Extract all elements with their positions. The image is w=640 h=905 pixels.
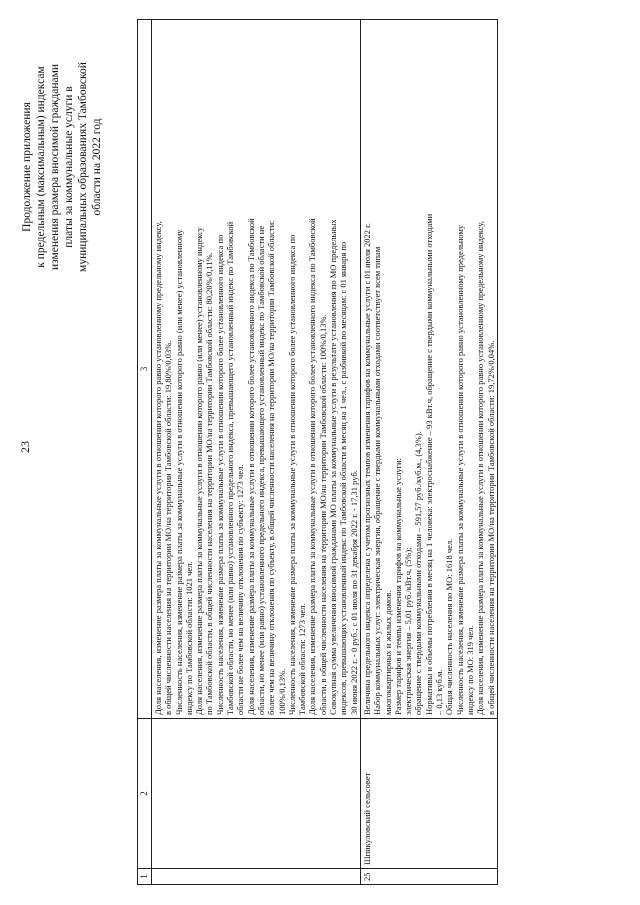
description-line: индексу по МО: 319 чел. xyxy=(464,625,475,715)
row-number-cell: 25 xyxy=(360,869,497,885)
header-cell-3: 3 xyxy=(138,20,152,719)
description-line: Доля населения, изменение размера платы за коммунальные услуги в отношении которого равно установленному предельному индексу, xyxy=(153,221,163,715)
description-line: области, но менее (или равно) установленного предельного индекса, превышающего установленный индекс по Тамбовской области не xyxy=(255,225,266,715)
municipality-cell xyxy=(152,719,361,869)
description-line: Доля населения, изменение размера платы за коммунальные услуги в отношении которого более установленного индекса по Тамбовской xyxy=(245,218,256,715)
description-line: Доля населения, изменение размера платы за коммунальные услуги в отношении которого равно (или менее) установленному индексу xyxy=(194,226,205,715)
description-line: в общей численности населения на территории МО/на территории Тамбовской области: 19,72%/0,04%. xyxy=(485,340,496,715)
description-line: 100%/0,13%. xyxy=(276,668,287,715)
description-line: Величина предельного индекса определена с учетом прогнозных темпов изменения тарифов на коммунальные услуги с 01 июля 2022 г. xyxy=(361,223,372,715)
heading-line: к предельным (максимальным) индексам xyxy=(35,66,47,268)
description-line: Численность населения, изменение размера платы за коммунальные услуги в отношении которого более установленного индекса по xyxy=(286,234,297,715)
table-row xyxy=(152,20,361,885)
description-line: Тамбовской области, но менее (или равно) установленного предельного индекса, превышающего установленный индекс по Тамбовской xyxy=(225,221,236,715)
description-line: Доля населения, изменение размера платы за коммунальные услуги в отношении которого более установленного индекса по Тамбовской xyxy=(307,218,318,715)
description-line: в общей численности населения на территории МО/на территории Тамбовской области: 19,80%/0,03%. xyxy=(163,340,174,715)
description-line: области, в общей численности населения на территории МО/на территории Тамбовской области: 100%/0,13%. xyxy=(317,314,328,715)
heading-line: муниципальных образованиях Тамбовской xyxy=(77,62,89,272)
description-cell xyxy=(360,20,497,719)
description-line: многоквартирных и жилых домов. xyxy=(382,590,393,715)
municipality-cell: Шпикуловский сельсовет xyxy=(360,719,497,869)
description-line: 30 июня 2022 г. - 0 руб.; с 01 июля по 31 декабря 2022 г. - 17,31 руб. xyxy=(348,470,359,715)
page-number: 23 xyxy=(18,441,32,453)
description-line: Нормативы и объемы потребления в месяц на 1 человека: электроснабжение – 93 кВт.ч, обращение с твердыми коммунальными отходами xyxy=(423,213,434,715)
description-line: Набор коммунальных услуг: электрическая энергия, обращение с твердыми коммунальными отходами соответствует всем типам xyxy=(372,246,383,715)
heading-line: области на 2022 год xyxy=(91,118,103,216)
description-line: индексу по Тамбовской области: 1021 чел. xyxy=(183,561,194,715)
row-number-cell xyxy=(152,869,361,885)
description-line: Тамбовской области: 1273 чел. xyxy=(297,603,308,715)
heading-line: платы за коммунальные услуги в xyxy=(63,86,75,248)
table-row xyxy=(360,20,497,885)
header-cell-2: 2 xyxy=(138,719,152,869)
description-line: Численность населения, изменение размера платы за коммунальные услуги в отношении которого равно (или менее) установленному xyxy=(173,229,184,715)
description-line: электрическая энергия – 5,01 руб./кВт.ч, (5%); xyxy=(403,547,414,715)
description-line: индексов, превышающих установленный индекс по Тамбовской области в месяц на 1 чел., с разбивкой по месяцам: с 01 января по xyxy=(338,241,349,715)
description-line: Совокупная сумма увеличения вносимой гражданами МО платы за коммунальные услуги в результате установления по МО предельных xyxy=(328,219,339,715)
description-line: – 0,13 куб.м. xyxy=(434,669,445,715)
header-cell-1: 1 xyxy=(138,869,152,885)
description-line: Доля населения, изменение размера платы за коммунальные услуги в отношении которого равно установленному предельному индексу, xyxy=(475,221,486,715)
heading-line: Продолжение приложения xyxy=(21,102,33,232)
description-line: более чем на величину отклонения по субъекту, в общей численности населения на территории МО/на территории Тамбовской области: xyxy=(266,220,277,715)
description-line: по Тамбовской области, в общей численности населения на территории МО/на территории Тамбовской области: 80,20%/0,11%. xyxy=(204,252,215,715)
description-line: Размер тарифов и темпы изменения тарифов на коммунальные услуги: xyxy=(392,458,403,715)
indices-table xyxy=(137,19,498,885)
appendix-heading xyxy=(20,17,104,317)
heading-line: изменения размера вносимой гражданами xyxy=(49,63,61,271)
description-line: Численность населения, изменение размера платы за коммунальные услуги в отношении которого более установленного индекса по xyxy=(214,234,225,715)
description-line: Общая численность населения по МО: 1618 чел. xyxy=(444,538,455,715)
table-header-row xyxy=(138,20,152,885)
description-line: Численность населения, изменение размера платы за коммунальные услуги в отношении которого равно установленному предельному xyxy=(454,224,465,715)
description-cell xyxy=(152,20,361,719)
description-line: обращение с твердыми коммунальными отходами – 591,57 руб./куб.м., (4,3%). xyxy=(413,431,424,715)
description-line: области не более чем на величину отклонения по субъекту: 1273 чел. xyxy=(235,464,246,715)
